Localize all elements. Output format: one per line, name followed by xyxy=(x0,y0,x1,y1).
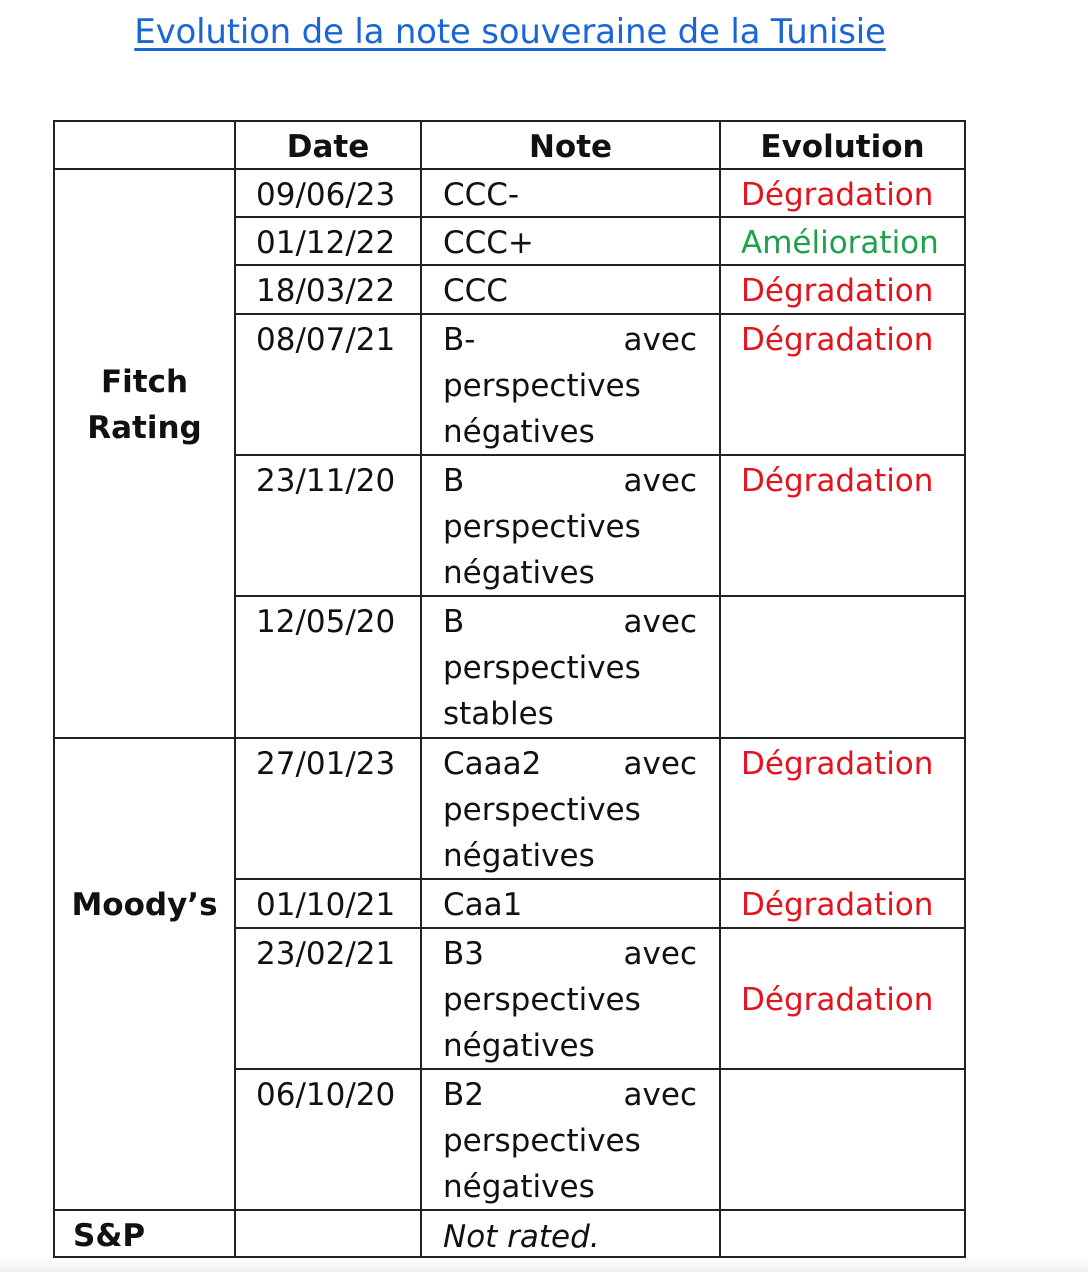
page-title[interactable]: Evolution de la note souveraine de la Tunisie xyxy=(134,12,886,52)
row-date: 23/02/21 xyxy=(256,936,396,972)
row-date: 09/06/23 xyxy=(256,177,396,213)
row-date: 12/05/20 xyxy=(256,604,396,640)
table-divider-date xyxy=(234,120,236,1258)
row-evolution: Dégradation xyxy=(741,322,934,358)
agency-sp: S&P xyxy=(73,1218,146,1254)
agency-fitch-line2: Rating xyxy=(87,410,202,446)
row-evolution: Dégradation xyxy=(741,273,934,309)
table-border-left xyxy=(53,120,55,1258)
table-border-right xyxy=(964,120,966,1258)
row-note: B3 avec perspectives négatives xyxy=(443,936,697,1064)
bottom-edge xyxy=(0,1258,1088,1272)
row-note: CCC xyxy=(443,273,508,309)
section-line-moodys xyxy=(53,737,966,739)
row-date: 23/11/20 xyxy=(256,463,396,499)
row-date: 18/03/22 xyxy=(256,273,396,309)
row-date: 08/07/21 xyxy=(256,322,396,358)
row-date: 27/01/23 xyxy=(256,746,396,782)
row-note: B avec perspectives stables xyxy=(443,604,697,732)
agency-moodys: Moody’s xyxy=(71,887,218,923)
sp-note: Not rated. xyxy=(443,1219,600,1255)
row-evolution: Dégradation xyxy=(741,177,934,213)
row-note: B2 avec perspectives négatives xyxy=(443,1077,697,1205)
row-evolution: Dégradation xyxy=(741,982,934,1018)
row-note: Caaa2 avec perspectives négatives xyxy=(443,746,697,874)
header-evolution: Evolution xyxy=(760,129,925,165)
row-evolution: Amélioration xyxy=(741,225,939,261)
row-note: B avec perspectives négatives xyxy=(443,463,697,591)
row-evolution: Dégradation xyxy=(741,746,934,782)
agency-fitch-line1: Fitch xyxy=(100,364,189,400)
row-date: 01/10/21 xyxy=(256,887,396,923)
header-note: Note xyxy=(528,129,613,165)
row-note: CCC+ xyxy=(443,225,534,261)
agency-fitch xyxy=(55,359,234,451)
row-note: CCC- xyxy=(443,177,520,213)
table-border-top xyxy=(53,120,966,122)
table-divider-note xyxy=(420,120,422,1258)
row-evolution: Dégradation xyxy=(741,887,934,923)
row-note: Caa1 xyxy=(443,887,523,923)
row-date: 01/12/22 xyxy=(256,225,396,261)
header-date: Date xyxy=(286,129,370,165)
table-divider-evolution xyxy=(719,120,721,1258)
row-evolution: Dégradation xyxy=(741,463,934,499)
row-date: 06/10/20 xyxy=(256,1077,396,1113)
row-note: B- avec perspectives négatives xyxy=(443,322,697,450)
